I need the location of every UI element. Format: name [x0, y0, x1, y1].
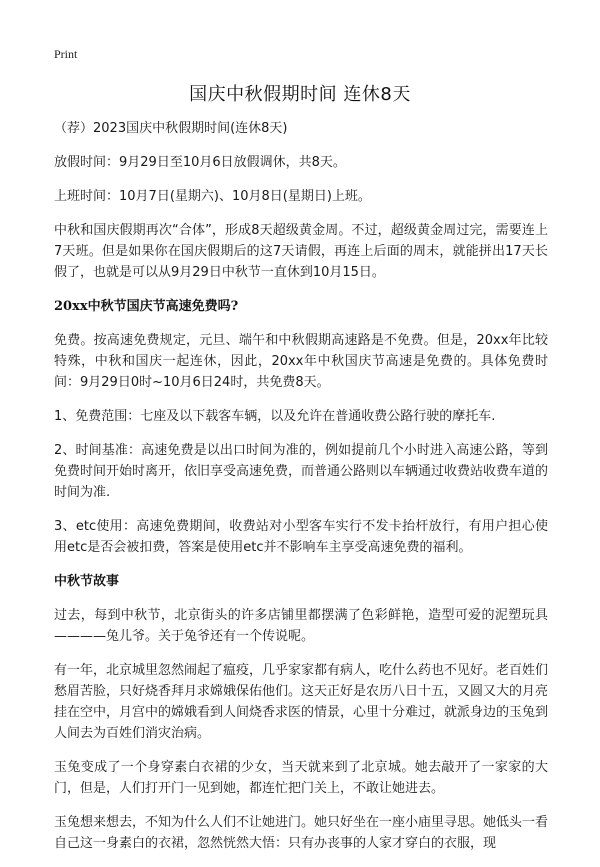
story-paragraph-4: 玉兔想来想去，不知为什么人们不让她进门。她只好坐在一座小庙里寻思。她低头一看自己这一身素白的衣裙，忽然恍然大悟：只有办丧事的人家才穿白的衣服，现: [54, 815, 549, 851]
document-title: 国庆中秋假期时间 连休8天: [189, 84, 411, 105]
work-days-paragraph: 上班时间：10月7日(星期六)、10月8日(星期日)上班。: [54, 189, 371, 204]
story-paragraph-2: 有一年，北京城里忽然闹起了瘟疫，几乎家家都有病人，吃什么药也不见好。老百姓们愁眉苦脸，只好烧香拜月求嫦娥保佑他们。这天正好是农历八日十五，又圆又大的月亮挂在空中，月宫中的嫦娥看到人间烧香求医的情景，心里十分难过，就派身边的玉兔到人间去为百姓们消灾治病。: [54, 663, 549, 741]
story-paragraph-3: 玉兔变成了一个身穿素白衣裙的少女，当天就来到了北京城。她去敲开了一家家的大门，但是，人们打开门一见到她，都连忙把门关上，不敢让她进去。: [54, 760, 548, 796]
recommend-line: （荐）2023国庆中秋假期时间(连休8天): [54, 121, 288, 136]
toll-free-paragraph: 免费。按高速免费规定，元旦、端午和中秋假期高速路是不免费。但是，20xx年比较特殊，中秋和国庆一起连休，因此，20xx年中秋国庆节高速是免费的。具体免费时间：9月29日0时~10月6日24时，共免费8天。: [54, 333, 548, 390]
holiday-dates-paragraph: 放假时间：9月29日至10月6日放假调休，共8天。: [54, 155, 346, 170]
document-body: [54, 118, 548, 867]
toll-free-time-basis-paragraph: 2、时间基准：高速免费是以出口时间为准的，例如提前几个小时进入高速公路，等到免费时间开始时离开，依旧享受高速免费，而普通公路则以车辆通过收费站收费车道的时间为准.: [54, 443, 549, 500]
highway-toll-heading: 20xx中秋节国庆节高速免费吗?: [54, 299, 239, 314]
story-paragraph-1: 过去，每到中秋节，北京街头的许多店铺里都摆满了色彩鲜艳，造型可爱的泥塑玩具————兔儿爷。关于兔爷还有一个传说呢。: [54, 608, 548, 644]
print-link[interactable]: Print: [54, 47, 78, 61]
toll-free-scope-paragraph: 1、免费范围：七座及以下载客车辆，以及允许在普通收费公路行驶的摩托车.: [54, 409, 496, 424]
etc-usage-paragraph: 3、etc使用：高速免费期间，收费站对小型客车实行不发卡抬杆放行，有用户担心使用etc是否会被扣费，答案是使用etc并不影响车主享受高速免费的福利。: [54, 519, 548, 555]
mid-autumn-story-heading: 中秋节故事: [54, 574, 120, 589]
golden-week-paragraph: 中秋和国庆假期再次“合体”，形成8天超级黄金周。不过，超级黄金周过完，需要连上7天班。但是如果你在国庆假期后的这7天请假，再连上后面的周末，就能拼出17天长假了，也就是可以从9月29日中秋节一直休到10月15日。: [54, 223, 548, 280]
